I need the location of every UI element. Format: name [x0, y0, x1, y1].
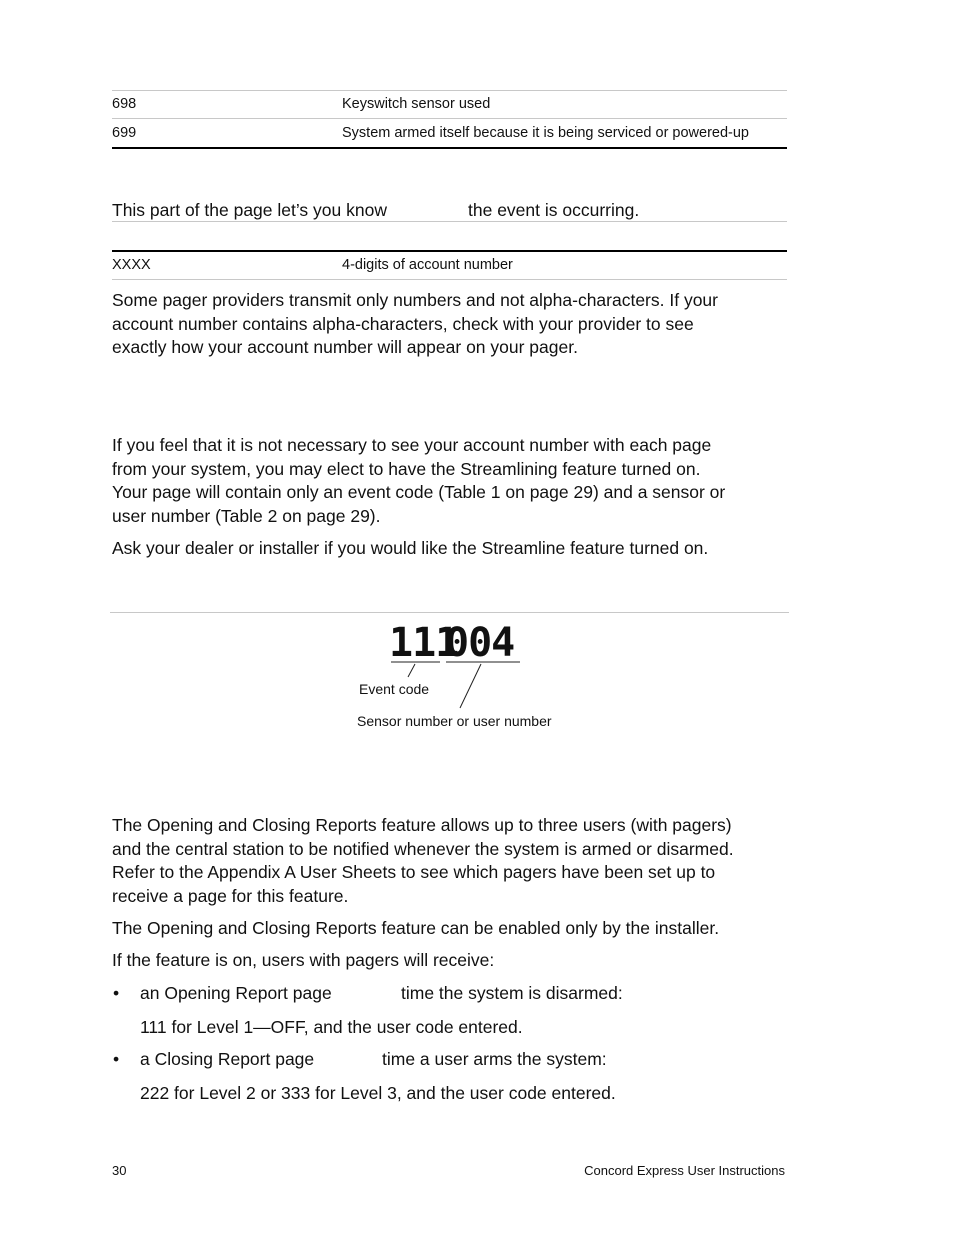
- table2-desc: 4-digits of account number: [342, 257, 513, 273]
- bullet-closing-detail: 222 for Level 2 or 333 for Level 3, and the user code entered.: [140, 1083, 616, 1103]
- bullet-opening-right: time the system is disarmed:: [401, 983, 623, 1003]
- table1-row-desc: Keyswitch sensor used: [342, 96, 491, 112]
- bullet-opening-detail: 111 for Level 1—OFF, and the user code entered.: [140, 1017, 523, 1037]
- text-line: Ask your dealer or installer if you would like the Streamline feature turned on.: [112, 538, 709, 558]
- section-intro-left: This part of the page let’s you know: [112, 200, 387, 220]
- sensor-number-pointer: [460, 664, 481, 708]
- paragraph-if-on: [112, 949, 792, 973]
- text-line: from your system, you may elect to have the Streamlining feature turned on.: [112, 458, 701, 479]
- paragraph-opening-closing: [112, 814, 792, 908]
- paragraph-ask-dealer: [112, 537, 792, 561]
- table2-code: XXXX: [112, 257, 151, 273]
- bullet-closing-left: a Closing Report page: [140, 1049, 315, 1069]
- table2-bottom-rule: [112, 279, 787, 280]
- text-line: user number (Table 2 on page 29).: [112, 505, 381, 526]
- text-line: Some pager providers transmit only numbers and not alpha-characters. If your: [112, 290, 718, 310]
- paragraph-alpha-characters: [112, 289, 792, 360]
- table1-row-divider: [112, 118, 787, 119]
- text-line: account number contains alpha-characters, check with your provider to see: [112, 313, 694, 334]
- table1-top-rule: [112, 90, 787, 91]
- paragraph-streamline: [112, 434, 792, 528]
- text-line: The Opening and Closing Reports feature allows up to three users (with pagers): [112, 815, 732, 835]
- table2-top-rule: [112, 250, 787, 252]
- paragraph-installer: [112, 917, 792, 941]
- text-line: and the central station to be notified whenever the system is armed or disarmed.: [112, 838, 734, 859]
- text-line: exactly how your account number will appear on your pager.: [112, 337, 578, 357]
- table1-row-code: 699: [112, 125, 137, 141]
- section-intro-rule: [112, 221, 787, 222]
- text-line: Your page will contain only an event code (Table 1 on page 29) and a sensor or: [112, 482, 726, 502]
- table1-bottom-rule: [112, 147, 787, 149]
- footer-page-number: 30: [112, 1163, 127, 1178]
- event-code-label: Event code: [359, 681, 430, 697]
- bullet-closing-right: time a user arms the system:: [382, 1049, 607, 1069]
- text-line: If the feature is on, users with pagers will receive:: [112, 950, 495, 970]
- table1-row-desc: System armed itself because it is being serviced or powered-up: [342, 125, 749, 141]
- event-code-pointer: [408, 664, 415, 677]
- sensor-number-digits: 004: [445, 620, 515, 666]
- text-line: Refer to the Appendix A User Sheets to see which pagers have been set up to: [112, 862, 716, 882]
- figure-top-rule: [110, 612, 789, 613]
- event-code-digits: 111: [389, 620, 459, 666]
- table1-row-code: 698: [112, 96, 137, 112]
- text-line: receive a page for this feature.: [112, 885, 349, 906]
- section-intro-right: the event is occurring.: [468, 200, 640, 220]
- text-line: The Opening and Closing Reports feature can be enabled only by the installer.: [112, 918, 720, 938]
- text-line: If you feel that it is not necessary to see your account number with each page: [112, 435, 712, 455]
- footer-doc-title: Concord Express User Instructions: [584, 1163, 785, 1178]
- bullet-opening-left: an Opening Report page: [140, 983, 332, 1003]
- bullet-mark: •: [113, 1049, 120, 1069]
- sensor-number-label: Sensor number or user number: [357, 713, 552, 729]
- bullet-mark: •: [113, 983, 120, 1003]
